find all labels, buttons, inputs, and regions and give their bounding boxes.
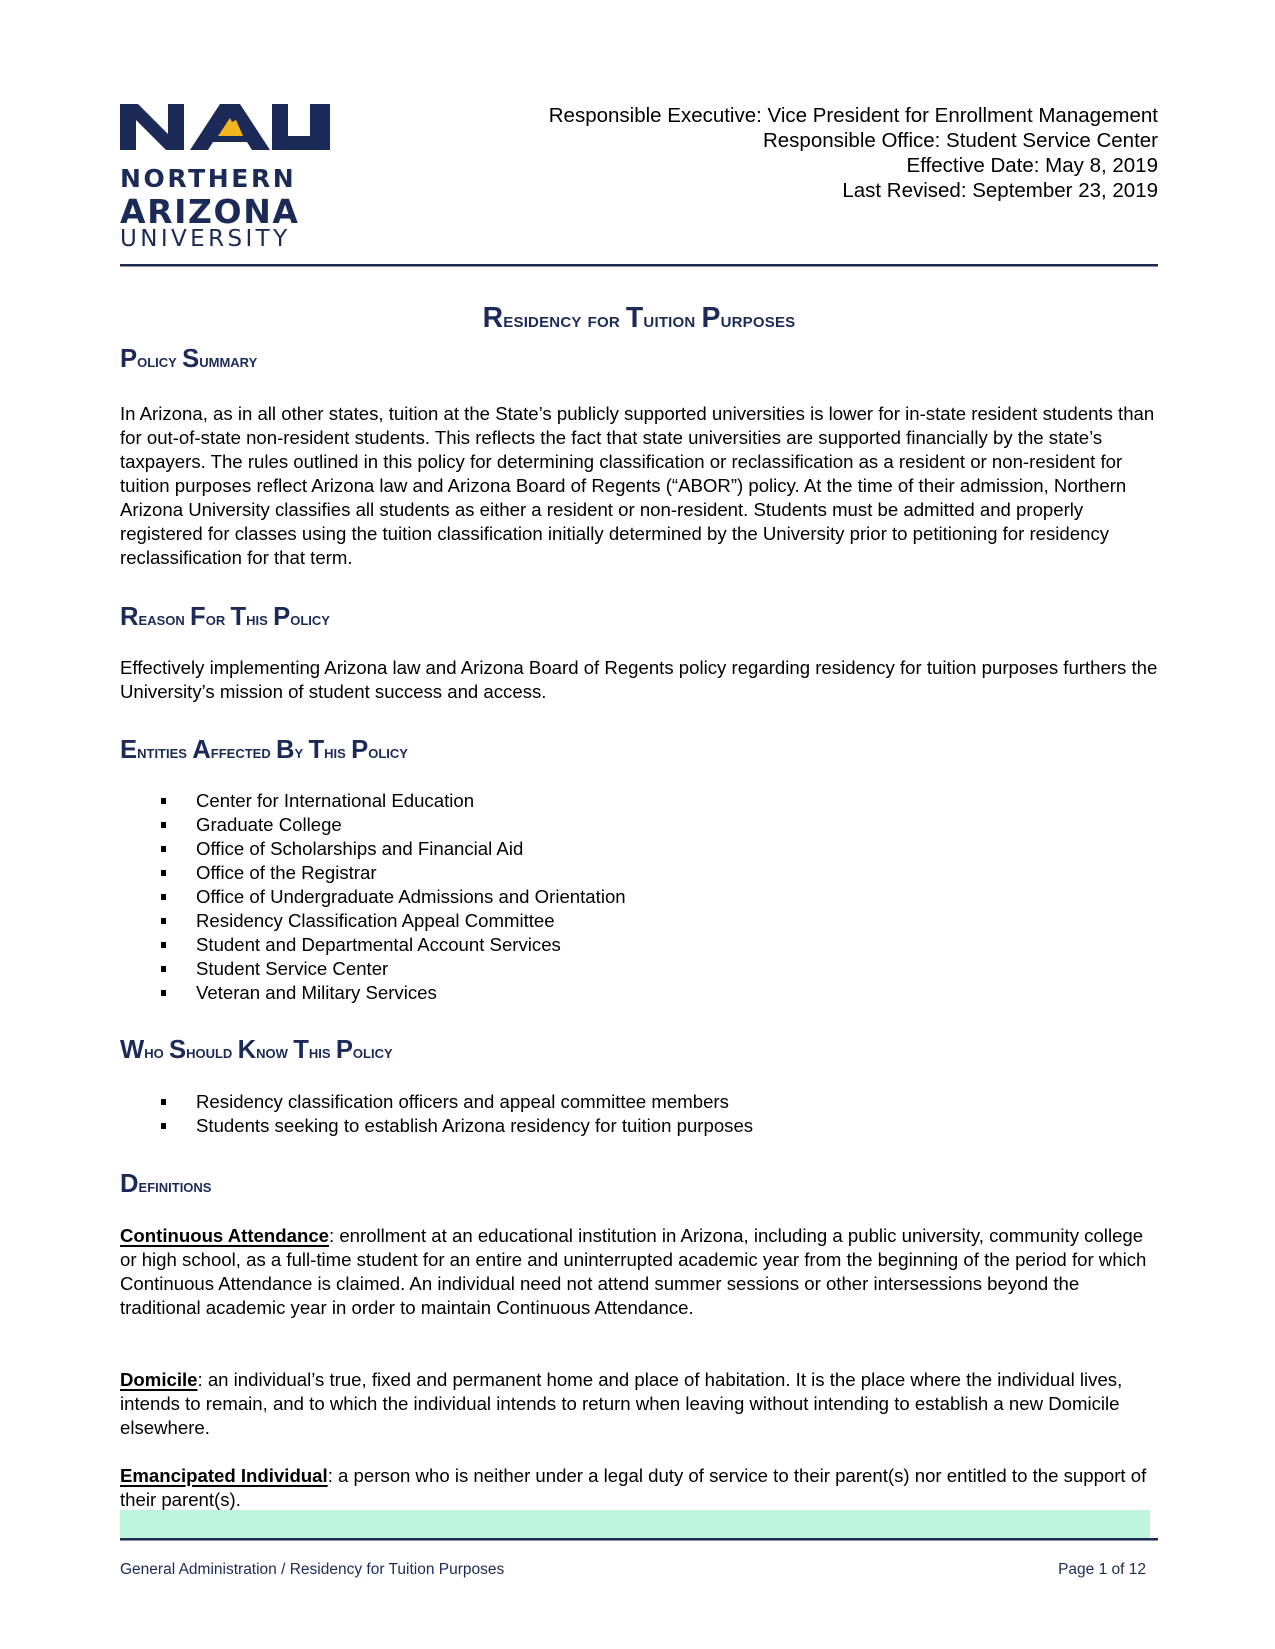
list-item-text: Office of Undergraduate Admissions and Orientation <box>196 886 626 907</box>
heading-part: eason <box>138 609 191 630</box>
policy-meta <box>549 103 1158 203</box>
heading-part: A <box>192 736 211 764</box>
title-part: R <box>482 302 504 334</box>
heading-part: P <box>120 345 138 373</box>
highlight-band <box>120 1510 1150 1538</box>
bullet-icon <box>161 822 166 828</box>
heading-part: ummary <box>199 351 258 372</box>
heading-part: his <box>324 742 352 763</box>
definition-text: : enrollment at an educational institution in Arizona, including a public university, community college or high school, as a full-time student for an entire and uninterrupted academic year from the beginning of the period for which Continuous Attendance is claimed. An individual need not attend summer sessions or other intersessions beyond the traditional academic year in order to maintain Continuous Attendance. <box>120 1225 1147 1318</box>
list-item <box>120 933 626 957</box>
list-item <box>120 1114 753 1138</box>
heading-part: T <box>230 603 247 631</box>
bullet-icon <box>161 1123 166 1129</box>
responsible-office: Responsible Office: Student Service Center <box>762 129 1158 152</box>
header-divider <box>120 264 1158 267</box>
bullet-icon <box>161 870 166 876</box>
bullet-icon <box>161 942 166 948</box>
list-item-text: Graduate College <box>196 814 342 835</box>
heading-part: B <box>276 736 295 764</box>
reason-body <box>120 656 1160 704</box>
logo-university: UNIVERSITY <box>120 226 291 252</box>
responsible-executive: Responsible Executive: Vice President for Enrollment Management <box>548 104 1158 127</box>
heading-part: D <box>120 1170 139 1198</box>
title-part: P <box>701 302 721 334</box>
list-item-text: Office of the Registrar <box>196 862 377 883</box>
list-item <box>120 1090 753 1114</box>
heading-part: S <box>182 345 200 373</box>
list-item <box>120 957 626 981</box>
effective-date: Effective Date: May 8, 2019 <box>906 154 1158 177</box>
heading-part: K <box>237 1036 257 1064</box>
definition-text: : a person who is neither under a legal duty of service to their parent(s) nor entitled to the support of their parent(s). <box>120 1465 1147 1510</box>
definition-text: : an individual’s true, fixed and permanent home and place of habitation. It is the place where the individual lives, intends to remain, and to which the individual intends to return when leaving without intending to establish a new Domicile elsewhere. <box>120 1369 1123 1438</box>
heading-part: ho <box>144 1042 169 1063</box>
list-item <box>120 789 626 813</box>
heading-part: T <box>308 736 325 764</box>
definition-continuous-attendance <box>120 1224 1160 1320</box>
definition-domicile <box>120 1368 1160 1440</box>
footer-divider <box>120 1538 1158 1541</box>
heading-part: P <box>335 1036 353 1064</box>
paragraph: Effectively implementing Arizona law and Arizona Board of Regents policy regarding residency for tuition purposes furthers the University’s mission of student success and access. <box>120 657 1158 702</box>
nau-mark-icon <box>120 104 330 150</box>
definition <box>120 1368 1160 1440</box>
definition-term: Continuous Attendance <box>120 1225 329 1246</box>
nau-logo <box>120 104 330 250</box>
bullet-icon <box>161 846 166 852</box>
list-item-text: Residency Classification Appeal Committee <box>196 910 555 931</box>
definition-term: Emancipated Individual <box>120 1465 328 1486</box>
logo-arizona: ARIZONA <box>120 192 300 231</box>
list-item-text: Student Service Center <box>196 958 389 979</box>
heading-part: y <box>294 742 309 763</box>
definition-term: Domicile <box>120 1369 198 1390</box>
definition-emancipated-individual <box>120 1464 1160 1512</box>
page-title <box>120 302 1158 335</box>
heading-part: P <box>273 603 291 631</box>
heading-entities <box>120 736 408 765</box>
title-part: uition <box>643 309 702 332</box>
list-item-text: Students seeking to establish Arizona residency for tuition purposes <box>196 1115 754 1136</box>
heading-part: P <box>351 736 369 764</box>
bullet-icon <box>161 894 166 900</box>
heading-reason <box>120 603 330 632</box>
list-item <box>120 861 626 885</box>
heading-part: R <box>120 603 139 631</box>
bullet-icon <box>161 798 166 804</box>
heading-definitions <box>120 1170 211 1199</box>
last-revised: Last Revised: September 23, 2019 <box>842 179 1158 202</box>
heading-part: W <box>120 1036 145 1064</box>
heading-part: S <box>168 1036 187 1064</box>
list-item-text: Office of Scholarships and Financial Aid <box>196 838 524 859</box>
list-item <box>120 885 626 909</box>
page-number: Page 1 of 12 <box>1058 1561 1146 1578</box>
heading-part: now <box>256 1042 294 1063</box>
footer-breadcrumb: General Administration / Residency for Tuition Purposes <box>120 1561 505 1578</box>
bullet-icon <box>161 990 166 996</box>
list-item-text: Student and Departmental Account Services <box>196 934 561 955</box>
heading-part: ntities <box>137 742 193 763</box>
paragraph: In Arizona, as in all other states, tuition at the State’s publicly supported universities is lower for in-state resident students than for out-of-state non-resident students. This reflects the fact that state universities are supported financially by the state’s taxpayers. The rules outlined in this policy for determining classification or reclassification as a resident or non-resident for tuition purposes reflect Arizona law and Arizona Board of Regents (“ABOR”) policy. At the time of their admission, Northern Arizona University classifies all students as either a resident or non-resident. Students must be admitted and properly registered for classes using the tuition classification initially determined by the University prior to petitioning for residency reclassification for that term. <box>120 403 1155 568</box>
heading-part: ffected <box>210 742 276 763</box>
bullet-icon <box>161 966 166 972</box>
list-item <box>120 837 626 861</box>
heading-part: his <box>246 609 274 630</box>
heading-part: olicy <box>137 351 183 372</box>
heading-part: F <box>190 603 206 631</box>
heading-part: olicy <box>352 1042 393 1063</box>
who-should-know-list <box>120 1090 753 1138</box>
heading-part: T <box>293 1036 309 1064</box>
heading-part: olicy <box>368 742 408 763</box>
logo-northern: NORTHERN <box>120 164 297 193</box>
policy-summary-body <box>120 402 1160 570</box>
list-item-text: Center for International Education <box>196 790 475 811</box>
heading-part: or <box>205 609 231 630</box>
heading-who-should-know <box>120 1036 393 1065</box>
bullet-icon <box>161 918 166 924</box>
definition <box>120 1464 1160 1512</box>
title-part: esidency for <box>503 309 626 332</box>
definition <box>120 1224 1160 1320</box>
heading-policy-summary <box>120 345 257 374</box>
list-item-text: Veteran and Military Services <box>196 982 437 1003</box>
list-item <box>120 981 626 1005</box>
heading-part: hould <box>186 1042 238 1063</box>
list-item <box>120 909 626 933</box>
heading-part: efinitions <box>138 1176 212 1197</box>
entities-list <box>120 789 626 1005</box>
heading-part: olicy <box>290 609 330 630</box>
list-item-text: Residency classification officers and appeal committee members <box>196 1091 729 1112</box>
heading-part: his <box>308 1042 336 1063</box>
list-item <box>120 813 626 837</box>
heading-part: E <box>120 736 138 764</box>
bullet-icon <box>161 1099 166 1105</box>
title-part: urposes <box>720 309 796 332</box>
title-part: T <box>625 302 644 334</box>
